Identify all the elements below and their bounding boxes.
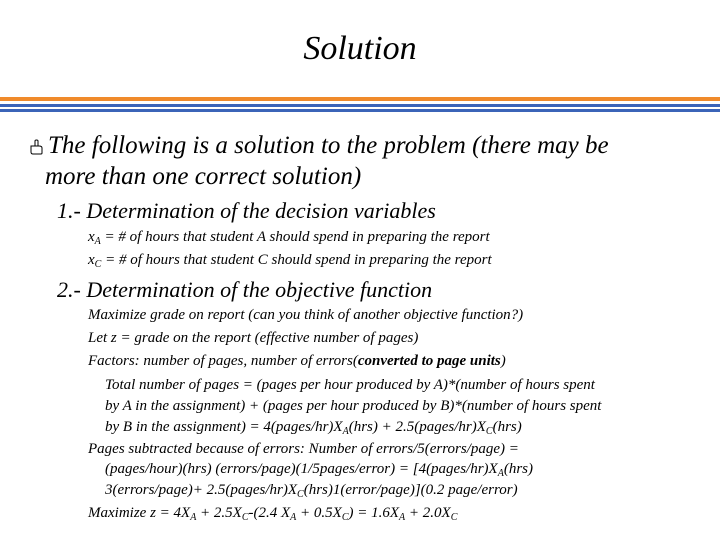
total-pages-line-3: by B in the assignment) = $4(pages/hr)X_A(hrs)$ + $2.5(pages/hr)X_C(hrs)$ bbox=[105, 419, 522, 437]
pointing-hand-icon bbox=[30, 139, 44, 155]
pages-subtracted-line-1: Pages subtracted because of errors: Number of errors/5(errors/page) = bbox=[88, 441, 519, 457]
factors-bold-text: converted to page units bbox=[357, 353, 501, 369]
xa-definition: $x_A$ = # of hours that student A should spend in preparing the report bbox=[88, 229, 490, 247]
intro-text-1: The following is a solution to the problem (there may be bbox=[48, 132, 609, 159]
intro-line-1 bbox=[30, 130, 609, 161]
factors-line bbox=[88, 353, 506, 370]
factors-close: ) bbox=[500, 353, 506, 369]
section-1-heading: 1.- Determination of the decision variables bbox=[57, 198, 436, 223]
title-divider-blue-2 bbox=[0, 109, 720, 112]
pages-subtracted-line-3: 3(errors/page)+ $2.5(pages/hr)X_C(hrs)1(error/page)](0.2$ page/error) bbox=[105, 482, 518, 500]
xc-definition: $x_C$ = # of hours that student C should spend in preparing the report bbox=[88, 252, 492, 270]
maximize-grade-line: Maximize grade on report (can you think of another objective function?) bbox=[88, 307, 524, 323]
let-z-line: Let z = grade on the report (effective number of pages) bbox=[88, 330, 419, 346]
factors-text: Factors: number of pages, number of errors( bbox=[88, 353, 358, 369]
intro-line-2: more than one correct solution) bbox=[45, 163, 362, 190]
total-pages-line-1: Total number of pages = (pages per hour produced by A)*(number of hours spent bbox=[105, 377, 595, 393]
slide-title: Solution bbox=[303, 30, 417, 67]
section-2-heading: 2.- Determination of the objective function bbox=[57, 277, 433, 302]
total-pages-line-2: by A in the assignment) + (pages per hour produced by B)*(number of hours spent bbox=[105, 398, 602, 414]
pages-subtracted-line-2: (pages/hour)(hrs) (errors/page)(1/5pages/error) = [$4(pages/hr)X_A(hrs)$ bbox=[105, 461, 533, 479]
final-objective-line: Maximize $z = 4X_A + 2.5X_C-(2.4$ $X_A + 0.5X_C) = 1.6X_A + 2.0X_C$ bbox=[88, 505, 458, 523]
